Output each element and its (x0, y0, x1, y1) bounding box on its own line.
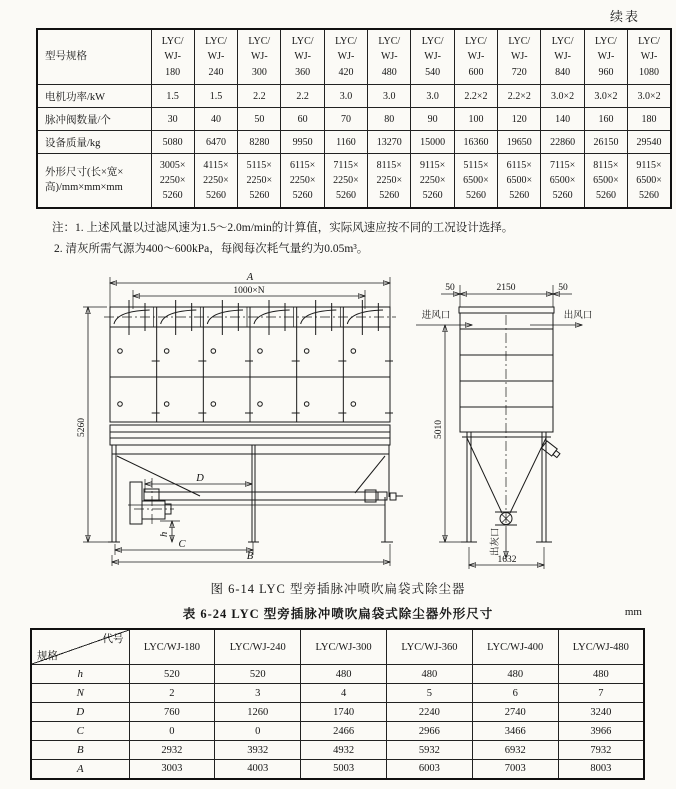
spec-cell: 160 (584, 108, 627, 131)
dim-cell: 1260 (215, 703, 301, 722)
spec-cell: 140 (541, 108, 584, 131)
spec-cell: 8280 (238, 131, 281, 154)
door-handle (211, 402, 216, 407)
spec-cell: 1.5 (151, 85, 194, 108)
spec-cell: 50 (238, 108, 281, 131)
dim-col-header: LYC/WJ-300 (301, 629, 387, 665)
dim-cell: 480 (386, 665, 472, 684)
spec-col-header: LYC/ WJ- 300 (238, 29, 281, 85)
spec-corner-label: 型号规格 (37, 29, 151, 85)
dim-cell: 7932 (558, 741, 644, 760)
dim-2150-label: 2150 (496, 283, 516, 294)
spec-col-header: LYC/ WJ- 540 (411, 29, 454, 85)
spec-col-header: LYC/ WJ- 360 (281, 29, 324, 85)
spec-col-header: LYC/ WJ- 480 (368, 29, 411, 85)
dim-cell: 3932 (215, 741, 301, 760)
dim-row (31, 665, 644, 684)
door-handle (304, 349, 309, 354)
dim-cell: 480 (558, 665, 644, 684)
dim-cell: 3 (215, 684, 301, 703)
dim-b-label: B (246, 551, 254, 563)
dim-header-row (31, 629, 644, 665)
dim-table-caption-text: 表 6-24 LYC 型旁插脉冲喷吹扁袋式除尘器外形尺寸 (182, 607, 494, 622)
spec-col-header: LYC/ WJ- 600 (454, 29, 497, 85)
spec-row-label: 电机功率/kW (37, 85, 151, 108)
spec-cell: 13270 (368, 131, 411, 154)
unit-label: mm (624, 606, 642, 619)
dim-cell: 760 (129, 703, 215, 722)
dim-table (30, 628, 645, 780)
dim-50-left-label: 50 (445, 283, 455, 294)
spec-cell: 5115× 2250× 5260 (238, 154, 281, 208)
dim-c-label: C (178, 539, 186, 551)
ash-outlet-label: 出灰口 (491, 527, 501, 557)
door-handle (118, 402, 123, 407)
figure-caption: 图 6-14 LYC 型旁插脉冲喷吹扁袋式除尘器 (210, 582, 466, 597)
spec-row (37, 131, 671, 154)
spec-cell: 7115× 2250× 5260 (324, 154, 367, 208)
spec-cell: 9950 (281, 131, 324, 154)
dim-d-label: D (196, 473, 204, 485)
dim-5010-label: 5010 (434, 420, 444, 440)
spec-cell: 30 (151, 108, 194, 131)
dim-cell: 4003 (215, 760, 301, 779)
spec-cell: 2.2 (281, 85, 324, 108)
spec-row (37, 154, 671, 208)
dim-cell: 3966 (558, 722, 644, 741)
door-handle (351, 349, 356, 354)
spec-cell: 40 (194, 108, 237, 131)
spec-cell: 80 (368, 108, 411, 131)
dim-col-header: LYC/WJ-400 (472, 629, 558, 665)
dim-cell: 2932 (129, 741, 215, 760)
door-handle (164, 349, 169, 354)
spec-cell: 90 (411, 108, 454, 131)
spec-cell: 3.0 (411, 85, 454, 108)
dim-cell: 480 (472, 665, 558, 684)
dim-cell: 3466 (472, 722, 558, 741)
spec-cell: 16360 (454, 131, 497, 154)
spec-cell: 2.2 (238, 85, 281, 108)
side-view (416, 283, 592, 569)
dim-cell: 6003 (386, 760, 472, 779)
dim-cell: 5003 (301, 760, 387, 779)
spec-cell: 29540 (628, 131, 671, 154)
spec-table (36, 28, 672, 209)
dim-row-label: h (31, 665, 129, 684)
inlet-label: 进风口 (421, 311, 451, 322)
outlet-label: 出风口 (563, 311, 593, 322)
spec-cell: 2.2×2 (454, 85, 497, 108)
dim-col-header: LYC/WJ-180 (129, 629, 215, 665)
spec-cell: 9115× 6500× 5260 (628, 154, 671, 208)
spec-cell: 8115× 2250× 5260 (368, 154, 411, 208)
spec-cell: 3.0 (368, 85, 411, 108)
spec-col-header: LYC/ WJ- 720 (498, 29, 541, 85)
spec-row (37, 85, 671, 108)
spec-cell: 3005× 2250× 5260 (151, 154, 194, 208)
spec-cell: 19650 (498, 131, 541, 154)
dim-1632-label: 1632 (497, 555, 517, 566)
spec-cell: 3.0 (324, 85, 367, 108)
spec-cell: 2.2×2 (498, 85, 541, 108)
door-handle (258, 402, 263, 407)
dim-cell: 3003 (129, 760, 215, 779)
dim-corner-bottom: 规格 (37, 651, 58, 663)
dim-cell: 2466 (301, 722, 387, 741)
dim-cell: 3240 (558, 703, 644, 722)
spec-row-label: 设备质量/kg (37, 131, 151, 154)
spec-cell: 6115× 2250× 5260 (281, 154, 324, 208)
spec-row (37, 108, 671, 131)
dim-row (31, 684, 644, 703)
door-handle (258, 349, 263, 354)
spec-row-label: 脉冲阀数量/个 (37, 108, 151, 131)
spec-cell: 9115× 2250× 5260 (411, 154, 454, 208)
dim-corner-cell (31, 629, 129, 665)
spec-cell: 1160 (324, 131, 367, 154)
door-handle (351, 402, 356, 407)
notes-block (52, 218, 642, 262)
spec-col-header: LYC/ WJ- 1080 (628, 29, 671, 85)
dim-cell: 6932 (472, 741, 558, 760)
dim-cell: 2740 (472, 703, 558, 722)
dim-row-label: D (31, 703, 129, 722)
dim-cell: 5932 (386, 741, 472, 760)
dim-cell: 4932 (301, 741, 387, 760)
spec-col-header: LYC/ WJ- 960 (584, 29, 627, 85)
door-handle (164, 402, 169, 407)
spec-cell: 15000 (411, 131, 454, 154)
dim-1000n-label: 1000×N (233, 286, 265, 297)
dim-col-header: LYC/WJ-360 (386, 629, 472, 665)
front-view (77, 272, 403, 566)
dim-cell: 520 (215, 665, 301, 684)
dim-cell: 0 (215, 722, 301, 741)
dim-row (31, 703, 644, 722)
dim-row-label: A (31, 760, 129, 779)
dim-corner-top: 代号 (102, 634, 124, 646)
dim-50-right-label: 50 (558, 283, 568, 294)
spec-cell: 6470 (194, 131, 237, 154)
door-handle (118, 349, 123, 354)
dim-cell: 8003 (558, 760, 644, 779)
figure-diagram (60, 265, 676, 577)
spec-cell: 3.0×2 (584, 85, 627, 108)
dim-cell: 1740 (301, 703, 387, 722)
spec-cell: 100 (454, 108, 497, 131)
dim-row (31, 760, 644, 779)
spec-cell: 6115× 6500× 5260 (498, 154, 541, 208)
spec-cell: 26150 (584, 131, 627, 154)
door-handle (211, 349, 216, 354)
spec-header-row (37, 29, 671, 85)
dim-col-header: LYC/WJ-480 (558, 629, 644, 665)
spec-col-header: LYC/ WJ- 180 (151, 29, 194, 85)
dim-row (31, 722, 644, 741)
spec-cell: 5080 (151, 131, 194, 154)
dim-a-label: A (246, 272, 254, 284)
dim-cell: 5 (386, 684, 472, 703)
continued-table-label: 续表 (609, 9, 640, 24)
spec-col-header: LYC/ WJ- 240 (194, 29, 237, 85)
dim-cell: 6 (472, 684, 558, 703)
spec-cell: 120 (498, 108, 541, 131)
dust-collector-drawing (60, 265, 660, 577)
dim-row-label: N (31, 684, 129, 703)
dim-cell: 2 (129, 684, 215, 703)
dim-5260-label: 5260 (77, 418, 87, 438)
dim-row-label: B (31, 741, 129, 760)
dim-cell: 2966 (386, 722, 472, 741)
door-handle (304, 402, 309, 407)
dim-table-caption (0, 604, 676, 622)
dim-cell: 520 (129, 665, 215, 684)
dim-cell: 4 (301, 684, 387, 703)
spec-row-label: 外形尺寸(长×宽×高)/mm×mm×mm (37, 154, 151, 208)
dim-col-header: LYC/WJ-240 (215, 629, 301, 665)
spec-cell: 8115× 6500× 5260 (584, 154, 627, 208)
spec-cell: 60 (281, 108, 324, 131)
dim-cell: 0 (129, 722, 215, 741)
dim-cell: 7 (558, 684, 644, 703)
spec-cell: 5115× 6500× 5260 (454, 154, 497, 208)
dim-cell: 2240 (386, 703, 472, 722)
spec-cell: 1.5 (194, 85, 237, 108)
dim-row-label: C (31, 722, 129, 741)
spec-cell: 4115× 2250× 5260 (194, 154, 237, 208)
spec-col-header: LYC/ WJ- 840 (541, 29, 584, 85)
note-line: 注：1. 上述风量以过滤风速为1.5～2.0m/min的计算值，实际风速应按不同的工况设计选择。 (52, 221, 514, 234)
spec-cell: 3.0×2 (628, 85, 671, 108)
spec-cell: 180 (628, 108, 671, 131)
spec-cell: 22860 (541, 131, 584, 154)
note-line: 2. 清灰所需气源为400～600kPa，每阀每次耗气量约为0.05m³。 (54, 243, 369, 256)
spec-cell: 70 (324, 108, 367, 131)
dim-row (31, 741, 644, 760)
spec-cell: 3.0×2 (541, 85, 584, 108)
dim-cell: 7003 (472, 760, 558, 779)
dim-cell: 480 (301, 665, 387, 684)
spec-cell: 7115× 6500× 5260 (541, 154, 584, 208)
spec-col-header: LYC/ WJ- 420 (324, 29, 367, 85)
dim-h-label: h (159, 531, 170, 538)
